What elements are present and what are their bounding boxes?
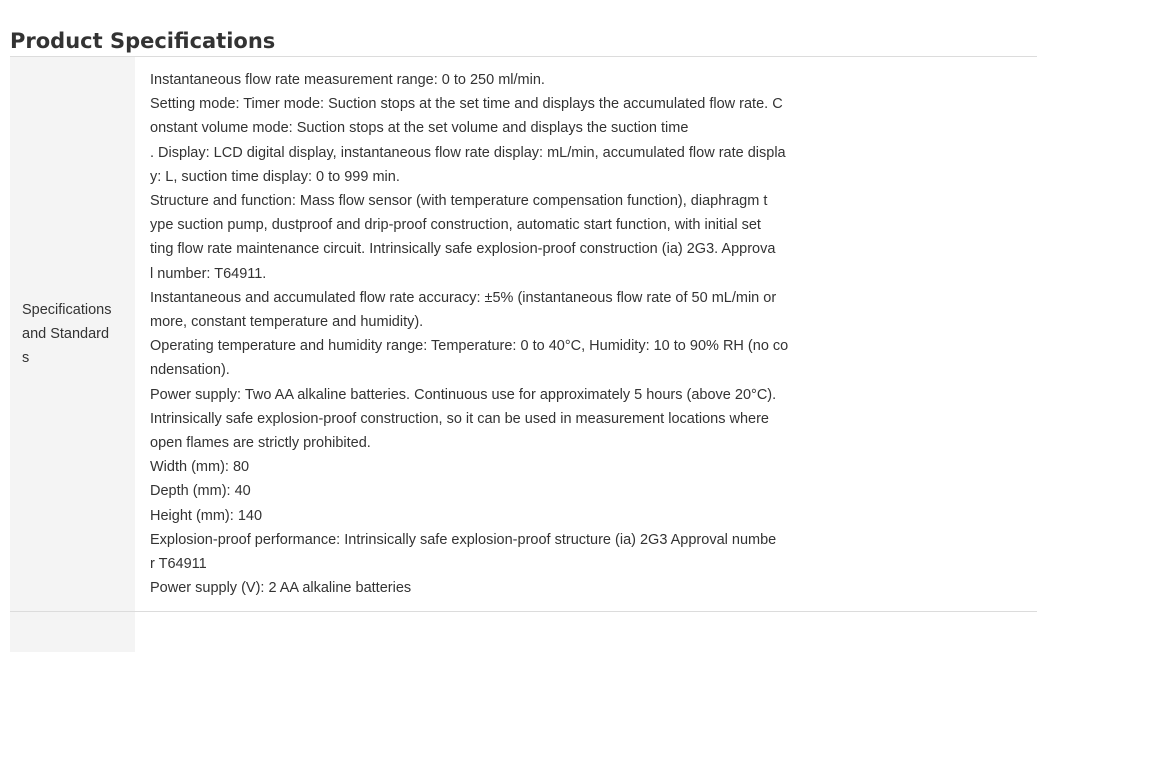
spec-line: r T64911	[150, 556, 207, 573]
spec-line: Width (mm): 80	[150, 459, 250, 476]
spec-line: Intrinsically safe explosion-proof construction, so it can be used in measurement locations where	[150, 410, 769, 427]
next-row-label-cell	[10, 612, 135, 652]
next-table-row	[10, 612, 1037, 652]
spec-line: . Display: LCD digital display, instantaneous flow rate display: mL/min, accumulated flow rate displa	[150, 144, 786, 161]
spec-line: ting flow rate maintenance circuit. Intrinsically safe explosion-proof construction (ia) 2G3. Approva	[150, 241, 776, 258]
spec-label: Specifications and Standards	[22, 302, 112, 367]
spec-line: Power supply: Two AA alkaline batteries. Continuous use for approximately 5 hours (above 20°C).	[150, 386, 777, 403]
spec-label-cell	[10, 57, 135, 611]
spec-line: y: L, suction time display: 0 to 999 min.	[150, 168, 400, 185]
spec-line: Depth (mm): 40	[150, 483, 251, 500]
spec-table-row	[10, 57, 1037, 612]
spec-line: ype suction pump, dustproof and drip-proof construction, automatic start function, with initial set	[150, 217, 761, 234]
spec-line: l number: T64911.	[150, 265, 267, 282]
spec-line: Instantaneous flow rate measurement range: 0 to 250 ml/min.	[150, 72, 545, 88]
spec-line: Operating temperature and humidity range: Temperature: 0 to 40°C, Humidity: 10 to 90% RH (no co	[150, 338, 789, 355]
spec-line: Power supply (V): 2 AA alkaline batteries	[150, 580, 412, 597]
spec-line: Instantaneous and accumulated flow rate accuracy: ±5% (instantaneous flow rate of 50 mL/min or	[150, 289, 777, 306]
spec-line: Height (mm): 140	[150, 507, 263, 524]
product-specifications-section	[10, 0, 1037, 652]
spec-line: ndensation).	[150, 362, 230, 379]
spec-line: Explosion-proof performance: Intrinsically safe explosion-proof structure (ia) 2G3 Approval numbe	[150, 531, 777, 548]
spec-line: onstant volume mode: Suction stops at the set volume and displays the suction time	[150, 120, 689, 137]
spec-line: more, constant temperature and humidity).	[150, 314, 424, 331]
spec-line: open flames are strictly prohibited.	[150, 435, 371, 452]
spec-line: Setting mode: Timer mode: Suction stops at the set time and displays the accumulated flow rate. C	[150, 96, 783, 113]
section-title: Product Specifications	[10, 29, 276, 53]
spec-line: Structure and function: Mass flow sensor (with temperature compensation function), diaphragm t	[150, 193, 768, 210]
spec-value-cell	[135, 57, 1037, 611]
